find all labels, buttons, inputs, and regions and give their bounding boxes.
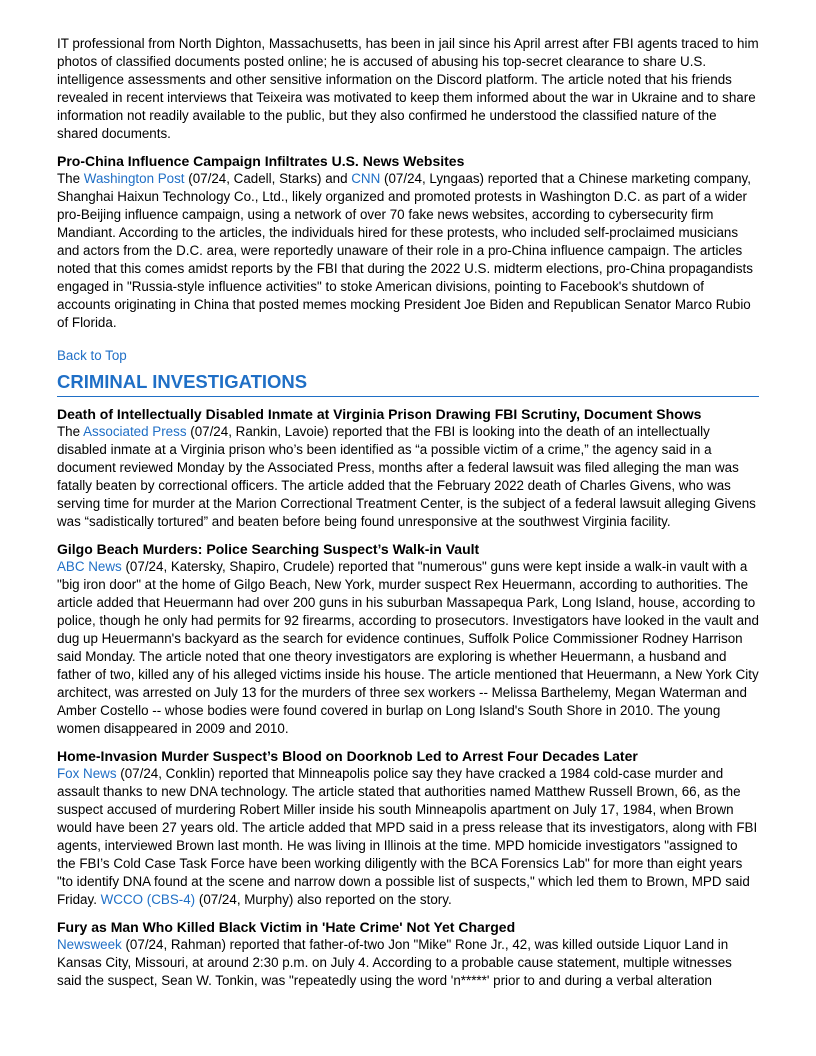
article-headline: Home-Invasion Murder Suspect’s Blood on Doorknob Led to Arrest Four Decades Later — [57, 748, 638, 764]
body-text: The — [57, 171, 84, 186]
section-title: CRIMINAL INVESTIGATIONS — [57, 370, 759, 397]
article-body — [57, 765, 759, 909]
article-china — [57, 152, 759, 332]
article-body — [57, 558, 759, 738]
source-link-associated-press[interactable]: Associated Press — [83, 424, 187, 439]
article-body — [57, 936, 759, 990]
article-prison — [57, 405, 759, 531]
body-text: (07/24, Rahman) reported that father-of-two Jon "Mike" Rone Jr., 42, was killed outside Liquor Land in Kansas City, Missouri, at around 2:30 p.m. on July 4. According to a probable cause statement, multiple witnesses said the suspect, Sean W. Tonkin, was "repeatedly using the word 'n*****' prior to and during a verbal alteration — [57, 937, 732, 988]
source-link-cnn[interactable]: CNN — [351, 171, 381, 186]
article-body — [57, 170, 759, 332]
article-hate-crime — [57, 918, 759, 990]
intro-paragraph: IT professional from North Dighton, Massachusetts, has been in jail since his April arrest after FBI agents traced to him photos of classified documents posted online; he is accused of abusing his top-secret clearance to share U.S. intelligence assessments and other sensitive information on the Discord platform. The article noted that his friends revealed in recent interviews that Teixeira was motivated to keep them informed about the war in Ukraine and to share information not readily available to the public, but they also confirmed he understood the classified nature of the shared documents. — [57, 36, 759, 141]
source-link-newsweek[interactable]: Newsweek — [57, 937, 122, 952]
article-headline: Gilgo Beach Murders: Police Searching Suspect’s Walk-in Vault — [57, 541, 480, 557]
article-headline: Pro-China Influence Campaign Infiltrates U.S. News Websites — [57, 153, 465, 169]
body-text: (07/24, Cadell, Starks) and — [184, 171, 352, 186]
article-doorknob — [57, 747, 759, 909]
body-text: (07/24, Katersky, Shapiro, Crudele) reported that "numerous" guns were kept inside a walk-in vault with a "big iron door" at the home of Gilgo Beach, New York, murder suspect Rex Heuermann, according to authorities. The article added that Heuermann had over 200 guns in his suburban Massapequa Park, Long Island, house, according to police, though he only had permits for 92 firearms, according to prosecutors. Investigators have looked in the vault and dug up Heuermann's backyard as the search for evidence continues, Suffolk Police Commissioner Rodney Harrison said Monday. The article noted that one theory investigators are exploring is whether Heuermann, a husband and father of two, killed any of his alleged victims inside his house. The article mentioned that Heuermann, a New York City architect, was arrested on July 13 for the murders of three sex workers -- Melissa Barthelemy, Megan Waterman and Amber Costello -- whose bodies were found covered in burlap on Long Island's South Shore in 2010. The young women disappeared in 2009 and 2010. — [57, 559, 759, 736]
body-text: (07/24, Murphy) also reported on the story. — [195, 892, 452, 907]
article-gilgo — [57, 540, 759, 738]
source-link-washington-post[interactable]: Washington Post — [83, 171, 185, 186]
body-text: (07/24, Conklin) reported that Minneapolis police say they have cracked a 1984 cold-case murder and assault thanks to new DNA technology. The article stated that authorities named Matthew Russell Brown, 66, as the suspect accused of murdering Robert Miller inside his south Minneapolis apartment on July 17, 1984, when Brown would have been 27 years old. The article added that MPD said in a press release that its investigators, along with FBI agents, interviewed Brown last month. He was living in Illinois at the time. MPD homicide investigators "assigned to the FBI’s Cold Case Task Force have been working diligently with the BCA Forensics Lab" for more than eight years "to identify DNA found at the scene and narrow down a possible list of suspects," which led them to Brown, MPD said Friday. — [57, 766, 758, 907]
source-link-abc-news[interactable]: ABC News — [57, 559, 122, 574]
body-text: The — [57, 424, 84, 439]
body-text: (07/24, Lyngaas) reported that a Chinese marketing company, Shanghai Haixun Technology Co., Ltd., likely organized and promoted protests in Washington D.C. as part of a wider pro-Beijing influence campaign, using a network of over 70 fake news websites, according to cybersecurity firm Mandiant. According to the articles, the individuals hired for these protests, who included self-proclaimed musicians and actors from the D.C. area, were reportedly unaware of their role in a pro-China influence campaign. The articles noted that this comes amidst reports by the FBI that during the 2022 U.S. midterm elections, pro-China propagandists engaged in "Russia-style influence activities" to stoke American divisions, pointing to Facebook's shutdown of accounts originating in China that posted memes mocking President Joe Biden and Republican Senator Marco Rubio of Florida. — [57, 171, 753, 330]
back-to-top-link[interactable]: Back to Top — [57, 348, 127, 363]
source-link-wcco[interactable]: WCCO (CBS-4) — [100, 892, 196, 907]
article-headline: Death of Intellectually Disabled Inmate at Virginia Prison Drawing FBI Scrutiny, Document Shows — [57, 406, 702, 422]
article-body — [57, 423, 759, 531]
article-headline: Fury as Man Who Killed Black Victim in 'Hate Crime' Not Yet Charged — [57, 919, 516, 935]
source-link-fox-news[interactable]: Fox News — [57, 766, 117, 781]
body-text: (07/24, Rankin, Lavoie) reported that the FBI is looking into the death of an intellectually disabled inmate at a Virginia prison who’s been identified as “a possible victim of a crime,” the agency said in a document reviewed Monday by the Associated Press, months after a federal lawsuit was filed alleging the man was fatally beaten by correctional officers. The article added that the February 2022 death of Charles Givens, who was serving time for murder at the Marion Correctional Treatment Center, is the subject of a federal lawsuit alleging Givens was “sadistically tortured” and beaten before being found unresponsive at the southwest Virginia facility. — [57, 424, 756, 529]
